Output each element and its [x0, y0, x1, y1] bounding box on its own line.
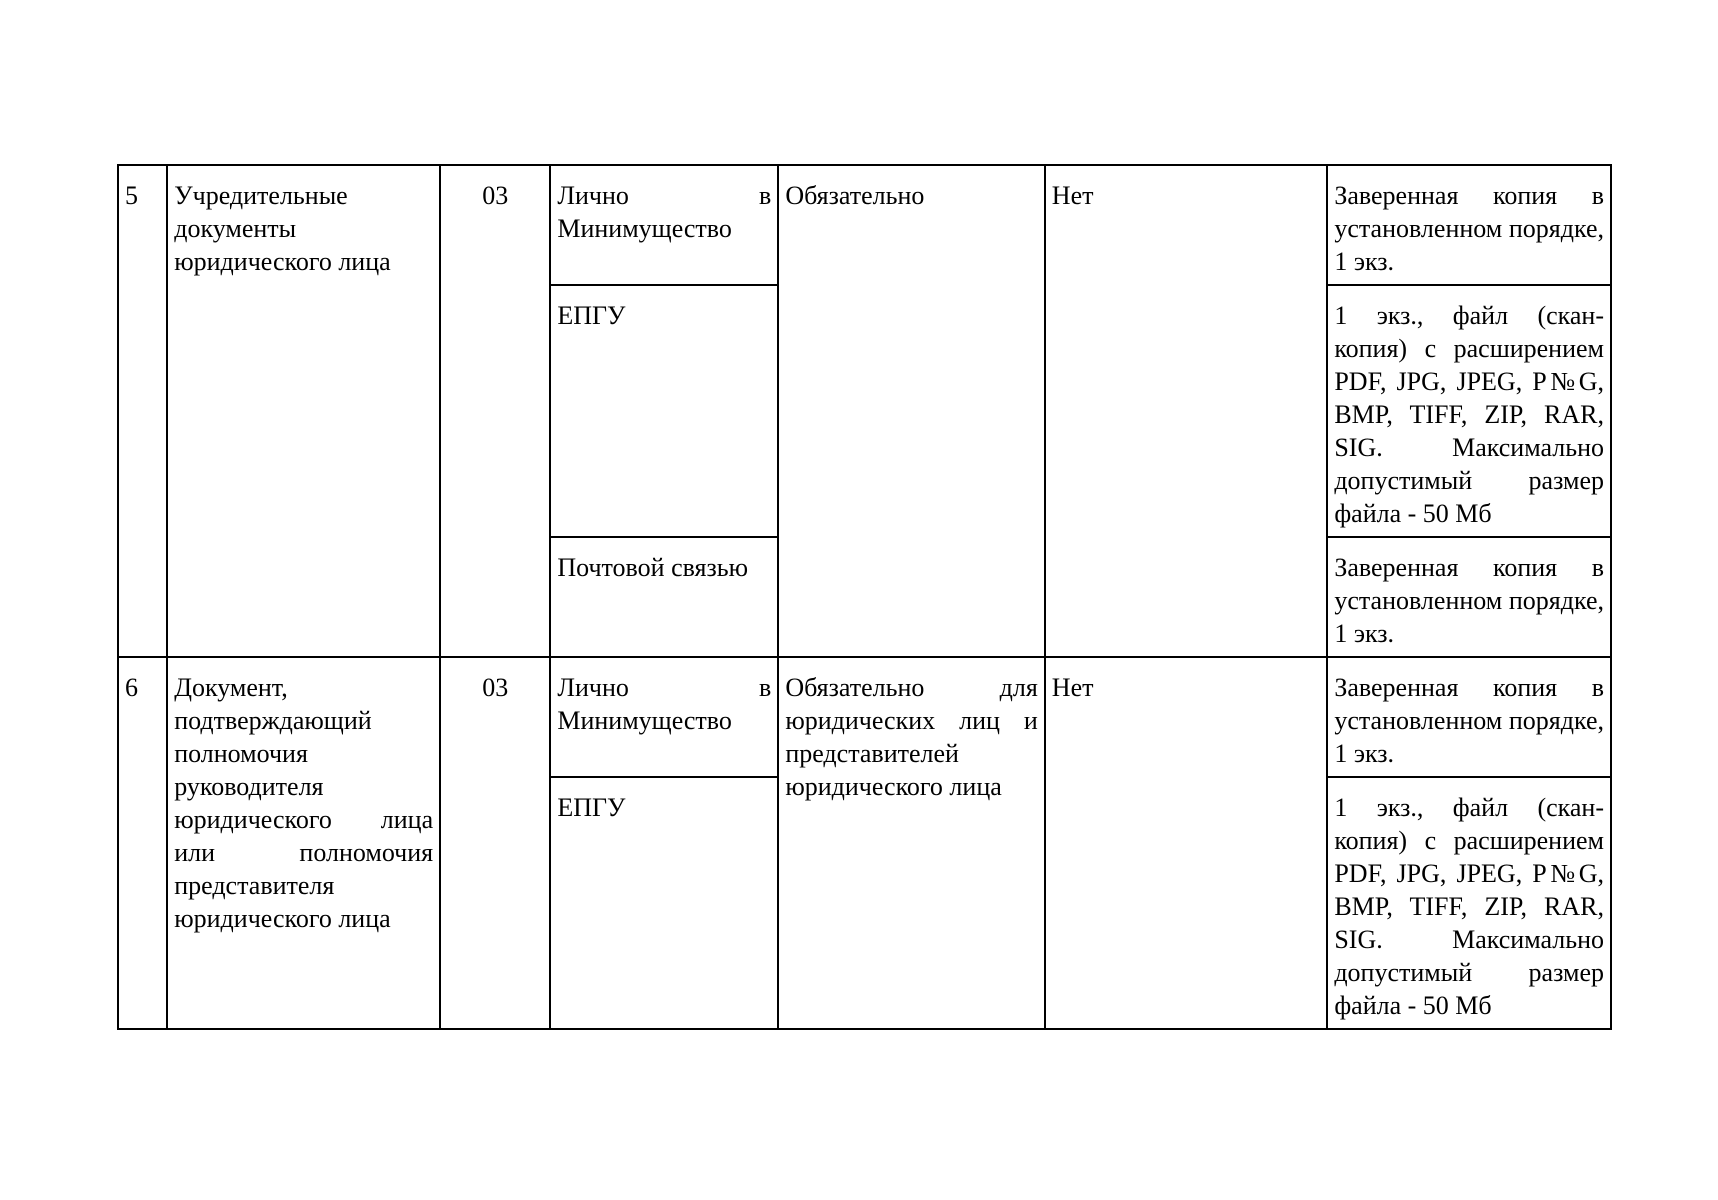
documents-table	[117, 164, 1612, 1030]
row-number: 5	[118, 165, 167, 657]
document-code: 03	[440, 657, 550, 1029]
document-code: 03	[440, 165, 550, 657]
submission-method: Почтовой связью	[550, 537, 778, 657]
method-label: в	[759, 181, 772, 210]
method-label: Лично	[557, 181, 629, 210]
table-row	[118, 657, 1611, 777]
document-form: 1 экз., файл (скан-копия) с расширением PDF, JPG, JPEG, P№G, BMP, TIFF, ZIP, RAR, SIG. Максимально допустимый размер файла - 50 Мб	[1327, 285, 1611, 537]
return-flag: Нет	[1045, 657, 1328, 1029]
requirement: Обязательно	[778, 165, 1044, 657]
document-name: Документ, подтверждающий полномочия руководителя юридического лица или полномочия представителя юридического лица	[167, 657, 440, 1029]
submission-method	[550, 657, 778, 777]
method-label: в	[759, 673, 772, 702]
document-name: Учредительные документы юридического лица	[167, 165, 440, 657]
row-number: 6	[118, 657, 167, 1029]
document-form: Заверенная копия в установленном порядке, 1 экз.	[1327, 165, 1611, 285]
method-label: Лично	[557, 673, 629, 702]
document-form: 1 экз., файл (скан-копия) с расширением PDF, JPG, JPEG, P№G, BMP, TIFF, ZIP, RAR, SIG. Максимально допустимый размер файла - 50 Мб	[1327, 777, 1611, 1029]
method-label: Минимущество	[557, 706, 732, 735]
return-flag: Нет	[1045, 165, 1328, 657]
document-form: Заверенная копия в установленном порядке, 1 экз.	[1327, 657, 1611, 777]
submission-method: ЕПГУ	[550, 777, 778, 1029]
submission-method	[550, 165, 778, 285]
submission-method: ЕПГУ	[550, 285, 778, 537]
document-form: Заверенная копия в установленном порядке, 1 экз.	[1327, 537, 1611, 657]
table-row	[118, 165, 1611, 285]
method-label: Минимущество	[557, 214, 732, 243]
requirement: Обязательно для юридических лиц и представителей юридического лица	[778, 657, 1044, 1029]
